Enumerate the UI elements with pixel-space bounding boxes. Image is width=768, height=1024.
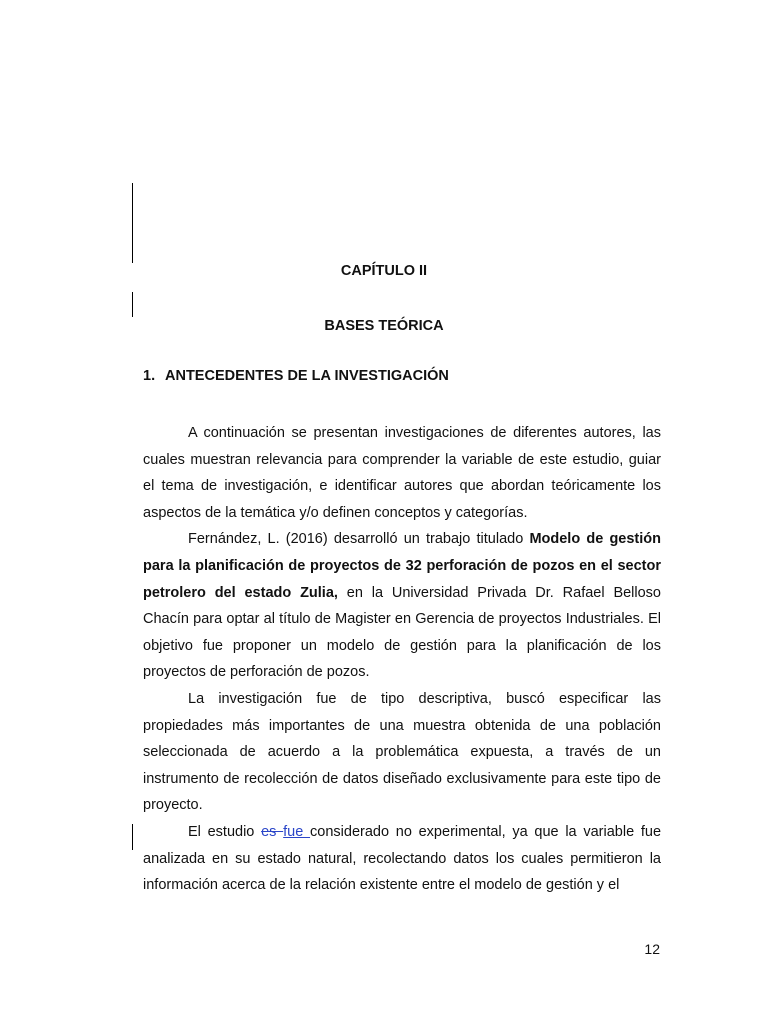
revision-change-bar <box>132 292 133 317</box>
paragraph-antecedent-rest: en la Universidad Privada Dr. Rafael Belloso Chacín para optar al título de Magister en Gerencia de proyectos Industriales. El objetivo fue proponer un modelo de gestión para la planificación de los proyectos de perforación de pozos. <box>143 584 661 681</box>
paragraph-antecedent-intro: Fernández, L. (2016) desarrolló un trabajo titulado <box>188 531 530 548</box>
revision-change-bar <box>132 183 133 263</box>
section-title: BASES TEÓRICA <box>324 318 444 334</box>
paragraph-intro: A continuación se presentan investigaciones de diferentes autores, las cuales muestran relevancia para comprender la variable de este estudio, guiar el tema de investigación, e identificar autores que abordan teóricamente los aspectos de la temática y/o definen conceptos y categorías. <box>143 425 661 521</box>
page-number: 12 <box>644 941 660 957</box>
subsection-number: 1. <box>143 368 156 384</box>
thesis-title: Modelo de gestión para la planificación de proyectos de 32 perforación de pozos en el sector petrolero del estado Zulia, <box>143 531 661 601</box>
inserted-text: fue <box>283 823 311 840</box>
paragraph-study-rest: considerado no experimental, ya que la variable fue analizada en su estado natural, recolectando datos los cuales permitieron la información acerca de la relación existente entre el modelo de gestión y el <box>143 823 662 894</box>
paragraph-study <box>143 819 661 899</box>
body-text <box>143 420 661 899</box>
revision-change-bar <box>132 824 133 850</box>
chapter-title: CAPÍTULO II <box>340 263 428 279</box>
subsection-title: ANTECEDENTES DE LA INVESTIGACIÓN <box>165 368 449 384</box>
paragraph-study-start: El estudio <box>188 823 262 840</box>
deleted-text: es <box>261 823 284 840</box>
subsection-heading <box>143 368 449 384</box>
paragraph-antecedent <box>143 526 661 686</box>
paragraph-methodology: La investigación fue de tipo descriptiva, buscó especificar las propiedades más importantes de una muestra obtenida de una población seleccionada de acuerdo a la problemática expuesta, a través de un instrumento de recolección de datos diseñado exclusivamente para este tipo de proyecto. <box>143 690 661 814</box>
